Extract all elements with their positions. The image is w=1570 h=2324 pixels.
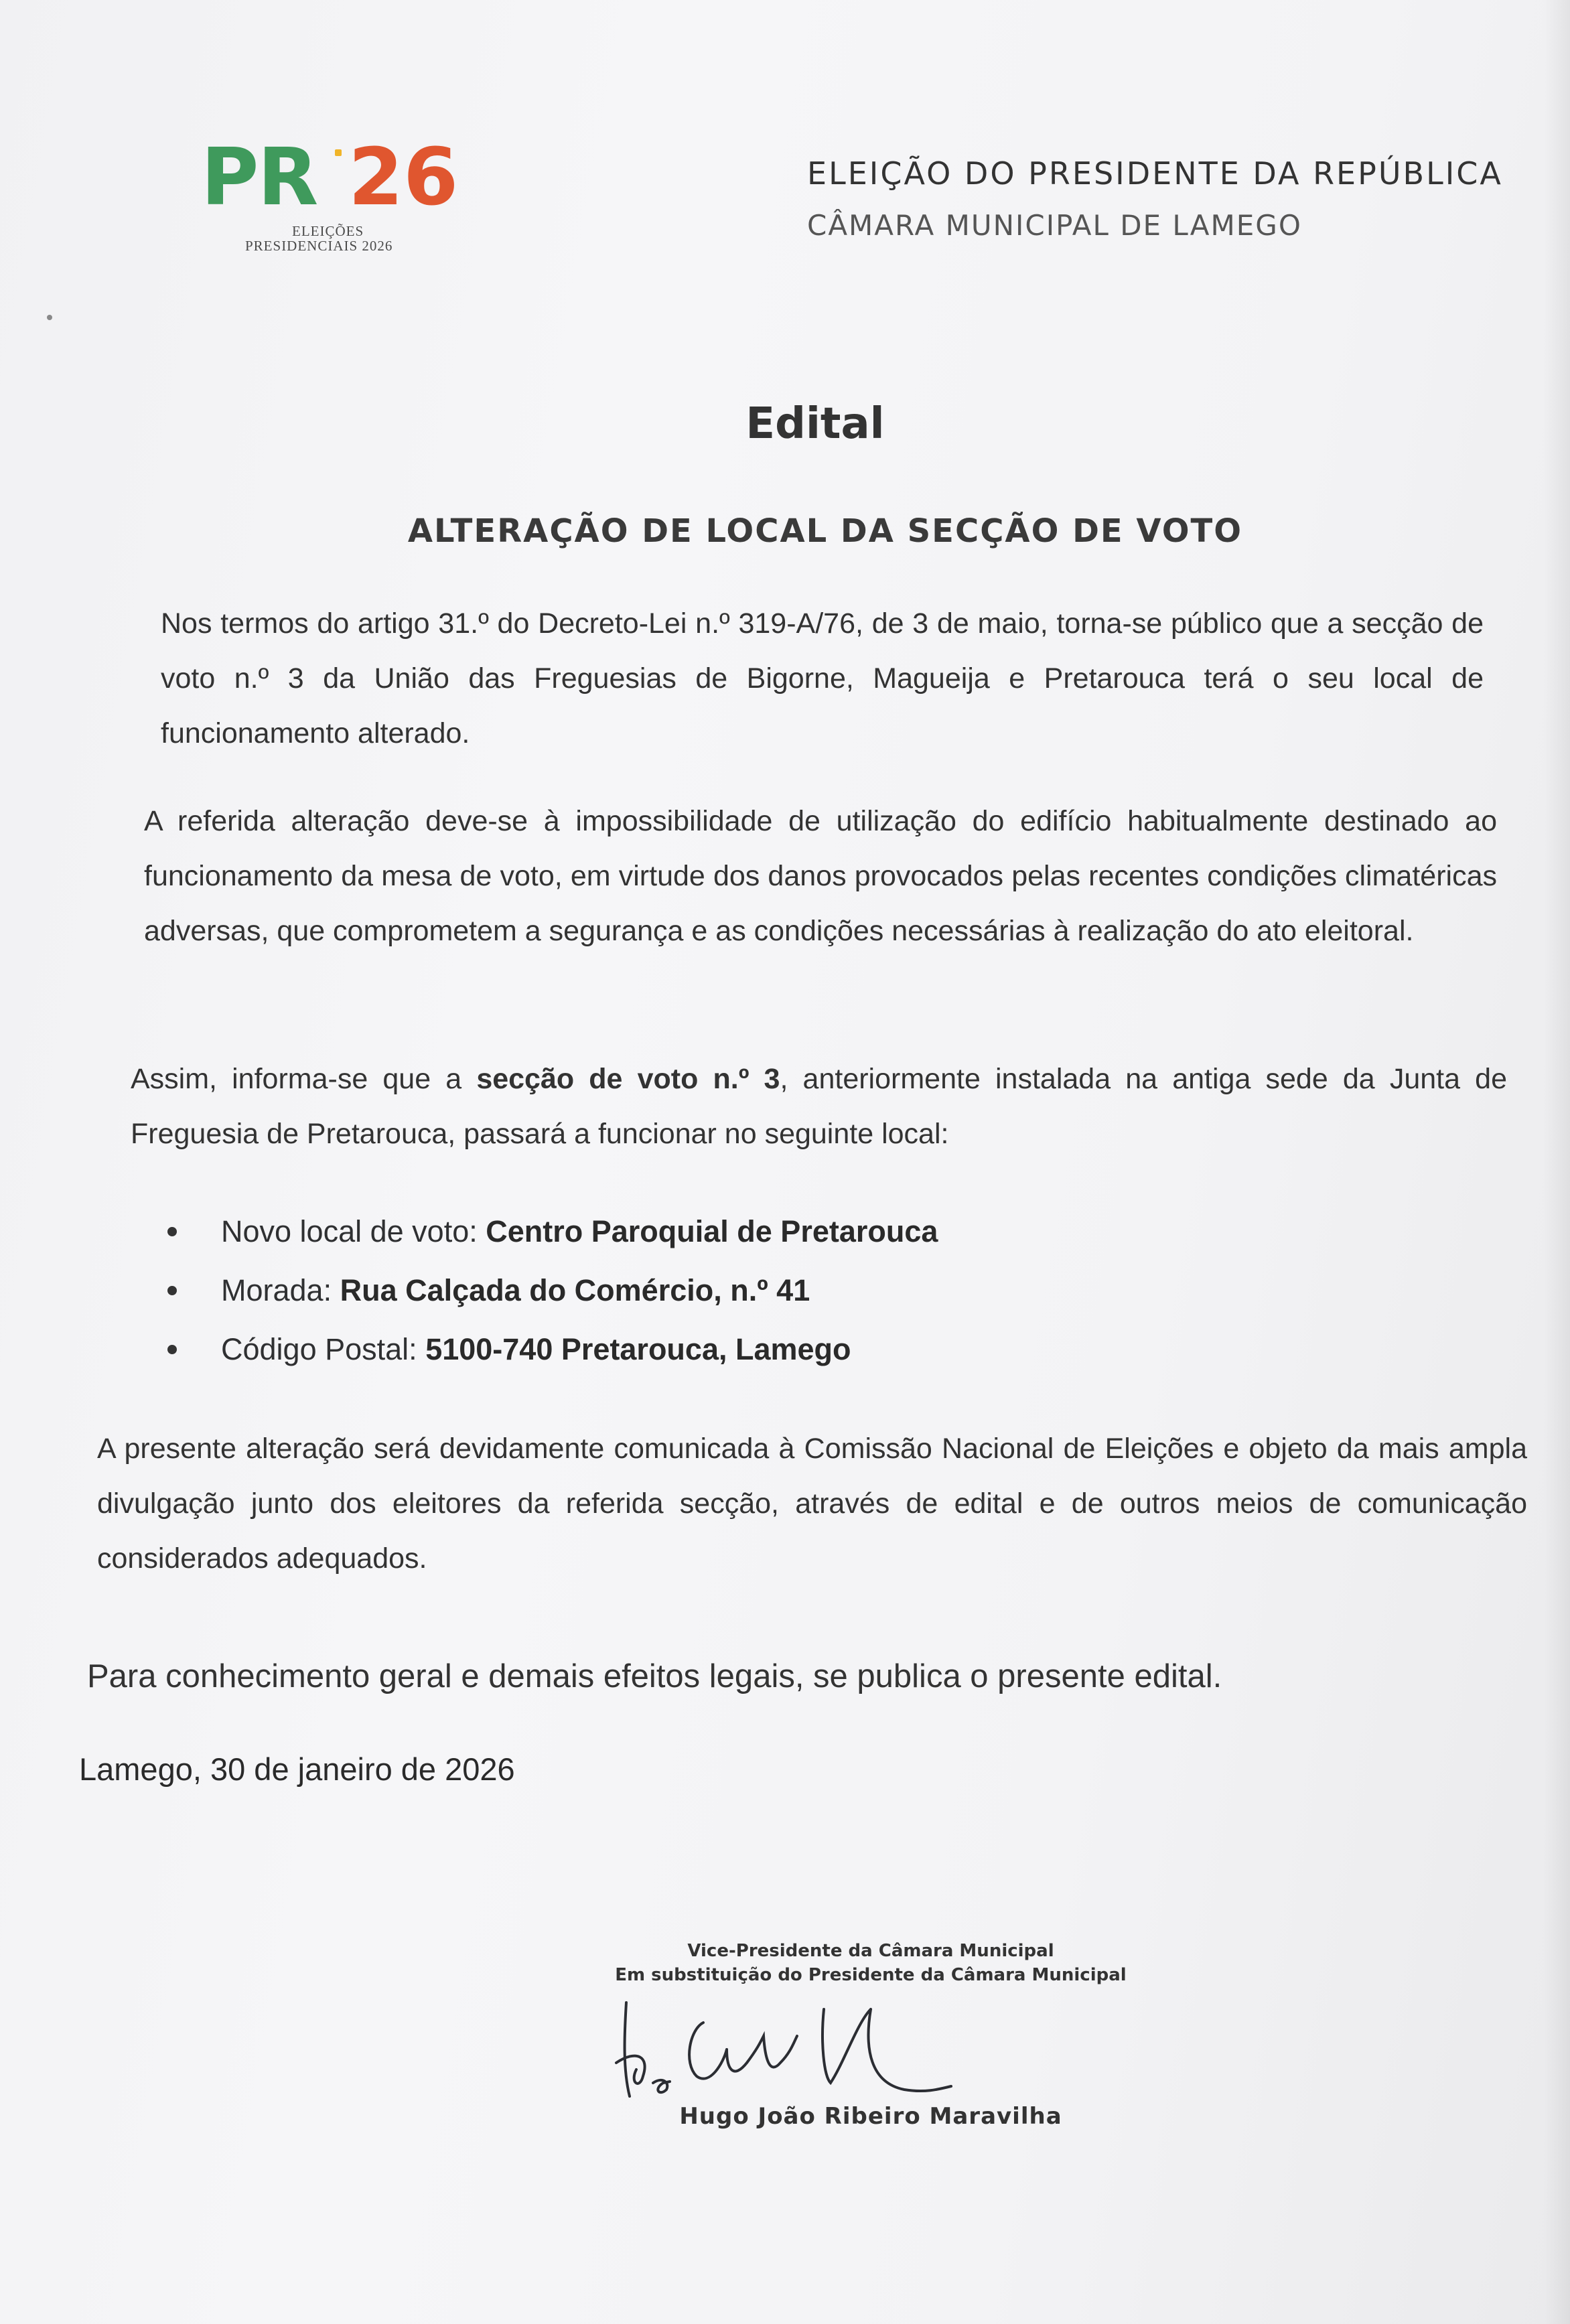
paragraph-reason: A referida alteração deve-se à impossibilidade de utilização do edifício habitualmente destinado ao funcionamento da mesa de voto, em virtude dos danos provocados pelas recentes condições climatéricas adversas, que comprometem a segurança e as condições necessárias à realização do ato eleitoral. xyxy=(144,805,1497,947)
location-label: Morada: xyxy=(221,1273,340,1307)
paragraph-legal-basis: Nos termos do artigo 31.º do Decreto-Lei n.º 319-A/76, de 3 de maio, torna-se público que a secção de voto n.º 3 da União das Freguesias de Bigorne, Magueija e Pretarouca terá o seu local de funcionamento alterado. xyxy=(161,607,1484,749)
bullet-icon xyxy=(167,1286,177,1295)
paragraph-publication: Para conhecimento geral e demais efeitos legais, se publica o presente edital. xyxy=(87,1658,1222,1694)
handwritten-signature xyxy=(589,1982,965,2116)
header-municipality: CÂMARA MUNICIPAL DE LAMEGO xyxy=(807,209,1302,242)
p3-text-b: , anteriormente instalada na antiga sede da Junta de Freguesia de Pretarouca, passará a funcionar no seguinte local: xyxy=(131,1063,1507,1150)
p3-text-a: Assim, informa-se que a xyxy=(131,1063,477,1095)
p3-section-number: secção de voto n.º 3 xyxy=(476,1063,780,1095)
logo-subtitle-line1: ELEIÇÕES xyxy=(292,223,364,239)
paragraph-new-location-intro xyxy=(131,1051,1507,1161)
document-date: Lamego, 30 de janeiro de 2026 xyxy=(79,1751,515,1787)
logo-accent-mark xyxy=(335,149,342,156)
page-subtitle: ALTERAÇÃO DE LOCAL DA SECÇÃO DE VOTO xyxy=(407,512,1243,550)
signatory-roles xyxy=(469,1939,1273,1987)
location-list xyxy=(167,1204,938,1381)
page-title: Edital xyxy=(745,399,885,449)
punch-mark xyxy=(47,315,52,320)
logo-pr-text: PR xyxy=(201,131,317,223)
list-item-postal-code xyxy=(167,1322,938,1381)
list-item-address xyxy=(167,1263,938,1322)
location-value: Rua Calçada do Comércio, n.º 41 xyxy=(340,1273,810,1307)
pr26-logo xyxy=(201,131,482,271)
signatory-role: Vice-Presidente da Câmara Municipal xyxy=(687,1941,1054,1961)
paragraph-communication: A presente alteração será devidamente comunicada à Comissão Nacional de Eleições e objeto da mais ampla divulgação junto dos eleitores da referida secção, através de edital e de outros meios de comunicação considerados adequados. xyxy=(97,1433,1527,1575)
location-value: Centro Paroquial de Pretarouca xyxy=(486,1214,938,1248)
bullet-icon xyxy=(167,1227,177,1236)
logo-subtitle-line2: PRESIDENCIAIS 2026 xyxy=(245,238,393,254)
location-label: Código Postal: xyxy=(221,1332,426,1366)
header-election-title: ELEIÇÃO DO PRESIDENTE DA REPÚBLICA xyxy=(807,155,1503,192)
logo-year-text: 26 xyxy=(348,131,459,223)
list-item-voting-place xyxy=(167,1204,938,1263)
signatory-name: Hugo João Ribeiro Maravilha xyxy=(679,2103,1062,2130)
location-label: Novo local de voto: xyxy=(221,1214,486,1248)
signatory-substitution: Em substituição do Presidente da Câmara Municipal xyxy=(615,1965,1127,1985)
location-value: 5100-740 Pretarouca, Lamego xyxy=(425,1332,851,1366)
bullet-icon xyxy=(167,1345,177,1354)
